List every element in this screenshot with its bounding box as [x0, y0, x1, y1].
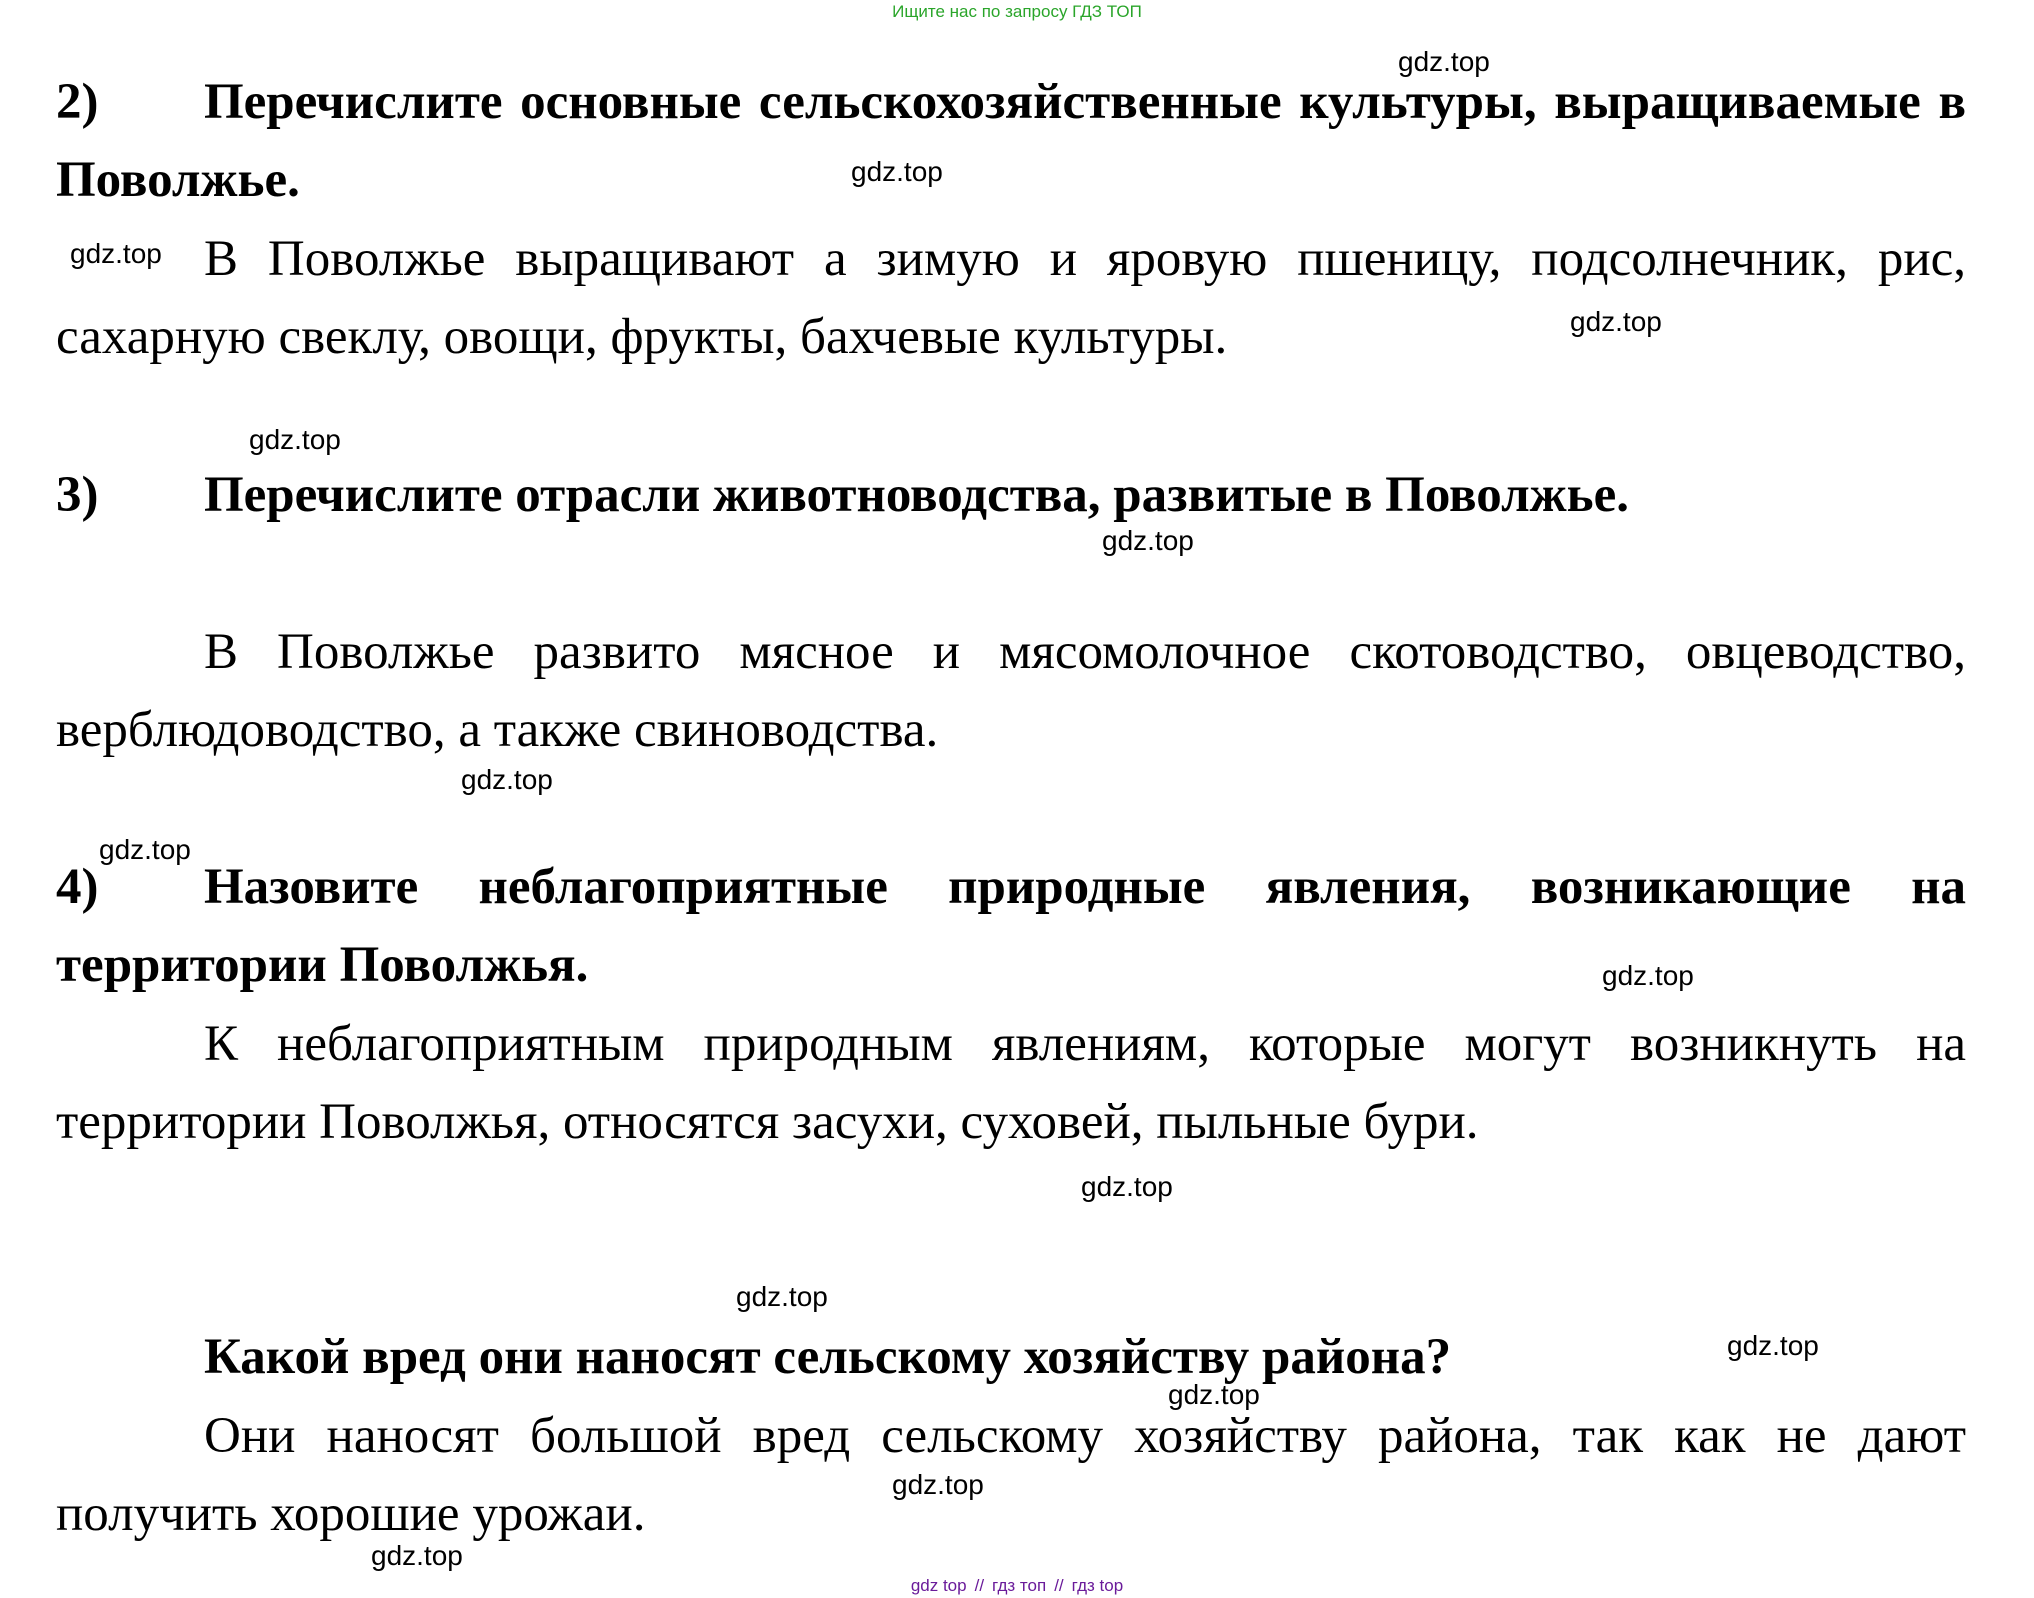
question-5: Какой вред они наносят сельскому хозяйству района? — [204, 1329, 1452, 1385]
watermark: gdz.top — [1168, 1379, 1260, 1410]
footer-item: гдз top — [1071, 1576, 1124, 1595]
watermark: gdz.top — [1570, 306, 1662, 337]
question-4-number: 4) — [56, 859, 99, 915]
watermark: gdz.top — [1102, 525, 1194, 556]
watermark: gdz.top — [1081, 1171, 1173, 1202]
question-2-number: 2) — [56, 74, 99, 130]
question-3-text: Перечислите отрасли животноводства, развитые в Поволжье. — [204, 467, 1630, 523]
answer-3: В Поволжье развито мясное и мясомолочное скотоводство, овцеводство, верблюдоводство, а также свиноводства. — [56, 624, 1966, 758]
watermark: gdz.top — [99, 834, 191, 865]
question-3 — [56, 456, 1966, 534]
watermark: gdz.top — [851, 156, 943, 187]
watermark: gdz.top — [1727, 1330, 1819, 1361]
top-banner: Ищите нас по запросу ГДЗ ТОП — [892, 2, 1142, 21]
footer — [0, 1576, 2034, 1596]
footer-separator: // — [1054, 1576, 1064, 1595]
watermark: gdz.top — [1602, 960, 1694, 991]
question-4-text: Назовите неблагоприятные природные явления, возникающие на территории Поволжья. — [56, 859, 1966, 993]
watermark: gdz.top — [461, 764, 553, 795]
answer-4: К неблагоприятным природным явлениям, которые могут возникнуть на территории Поволжья, относятся засухи, суховей, пыльные бури. — [56, 1016, 1966, 1150]
footer-separator: // — [974, 1576, 985, 1595]
answer-2: В Поволжье выращивают а зимую и яровую пшеницу, подсолнечник, рис, сахарную свеклу, овощи, фрукты, бахчевые культуры. — [56, 231, 1966, 365]
watermark: gdz.top — [371, 1540, 463, 1571]
watermark: gdz.top — [70, 238, 162, 269]
watermark: gdz.top — [1398, 46, 1490, 77]
watermark: gdz.top — [249, 424, 341, 455]
question-2 — [56, 63, 1966, 219]
question-3-number: 3) — [56, 467, 99, 523]
question-2-text: Перечислите основные сельскохозяйственные культуры, выращиваемые в Поволжье. — [56, 74, 1966, 208]
footer-item: гдз топ — [992, 1576, 1047, 1595]
footer-item: gdz top — [910, 1576, 967, 1595]
watermark: gdz.top — [736, 1281, 828, 1312]
watermark: gdz.top — [892, 1469, 984, 1500]
answer-5: Они наносят большой вред сельскому хозяйству района, так как не дают получить хорошие урожаи. — [56, 1408, 1966, 1542]
